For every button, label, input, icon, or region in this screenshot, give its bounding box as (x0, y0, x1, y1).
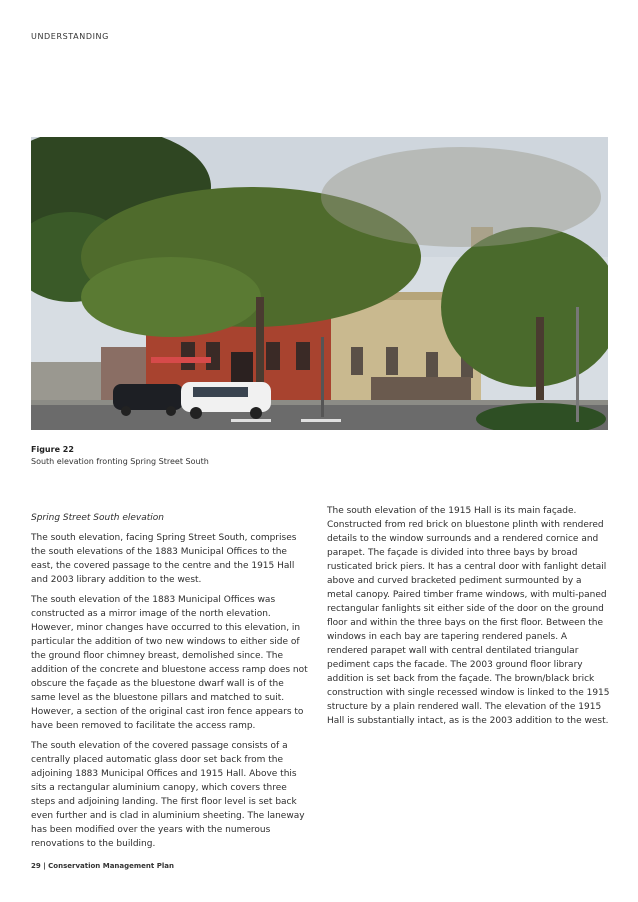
paragraph: The south elevation of the 1915 Hall is its main façade. Constructed from red brick on bluestone plinth with rendered details to the window surrounds and a rendered cornice and parapet. The façade is divided into three bays by broad rusticated brick piers. It has a central door with fanlight detail above and curved bracketed pediment surmounted by a metal canopy. Paired timber frame windows, with multi-paned rectangular fanlights sit either side of the door on the ground floor and within the three bays on the first floor. Between the windows in each bay are tapering rendered panels. A rendered parapet wall with central dentilated triangular pediment caps the facade. The 2003 ground floor library addition is set back from the façade. The brown/black brick construction with single recessed window is linked to the 1915 structure by a plain rendered wall. The elevation of the 1915 Hall is substantially intact, as is the 2003 addition to the west. (327, 506, 610, 726)
section-subheading: Spring Street South elevation (31, 513, 164, 523)
paragraph: The south elevation of the covered passage consists of a centrally placed automatic glass door set back from the adjoining 1883 Municipal Offices and 1915 Hall. Above this sits a rectangular aluminium canopy, which covers three steps and adjoining landing. The first floor level is set back even further and is clad in aluminium sheeting. The laneway has been modified over the years with the numerous renovations to the building. (31, 741, 305, 849)
left-column (31, 511, 311, 857)
section-label: UNDERSTANDING (31, 32, 109, 41)
figure-caption: South elevation fronting Spring Street South (31, 457, 209, 466)
figure-title: Figure 22 (31, 445, 74, 454)
street-photo (31, 137, 608, 430)
paragraph: The south elevation of the 1883 Municipal Offices was constructed as a mirror image of the north elevation. However, minor changes have occurred to this elevation, in particular the addition of two new windows to either side of the ground floor chimney breast, demolished since. The addition of the concrete and bluestone access ramp does not obscure the façade as the bluestone dwarf wall is of the same level as the bluestone pillars and matched to suit. However, a section of the original cast iron fence appears to have been removed to facilitate the access ramp. (31, 595, 308, 731)
page-footer: 29 | Conservation Management Plan (31, 862, 174, 870)
street-photo-illustration (31, 137, 608, 430)
right-column (327, 504, 610, 734)
paragraph: The south elevation, facing Spring Street South, comprises the south elevations of the 1883 Municipal Offices to the east, the covered passage to the centre and the 1915 Hall and 2003 library addition to the west. (31, 533, 297, 585)
